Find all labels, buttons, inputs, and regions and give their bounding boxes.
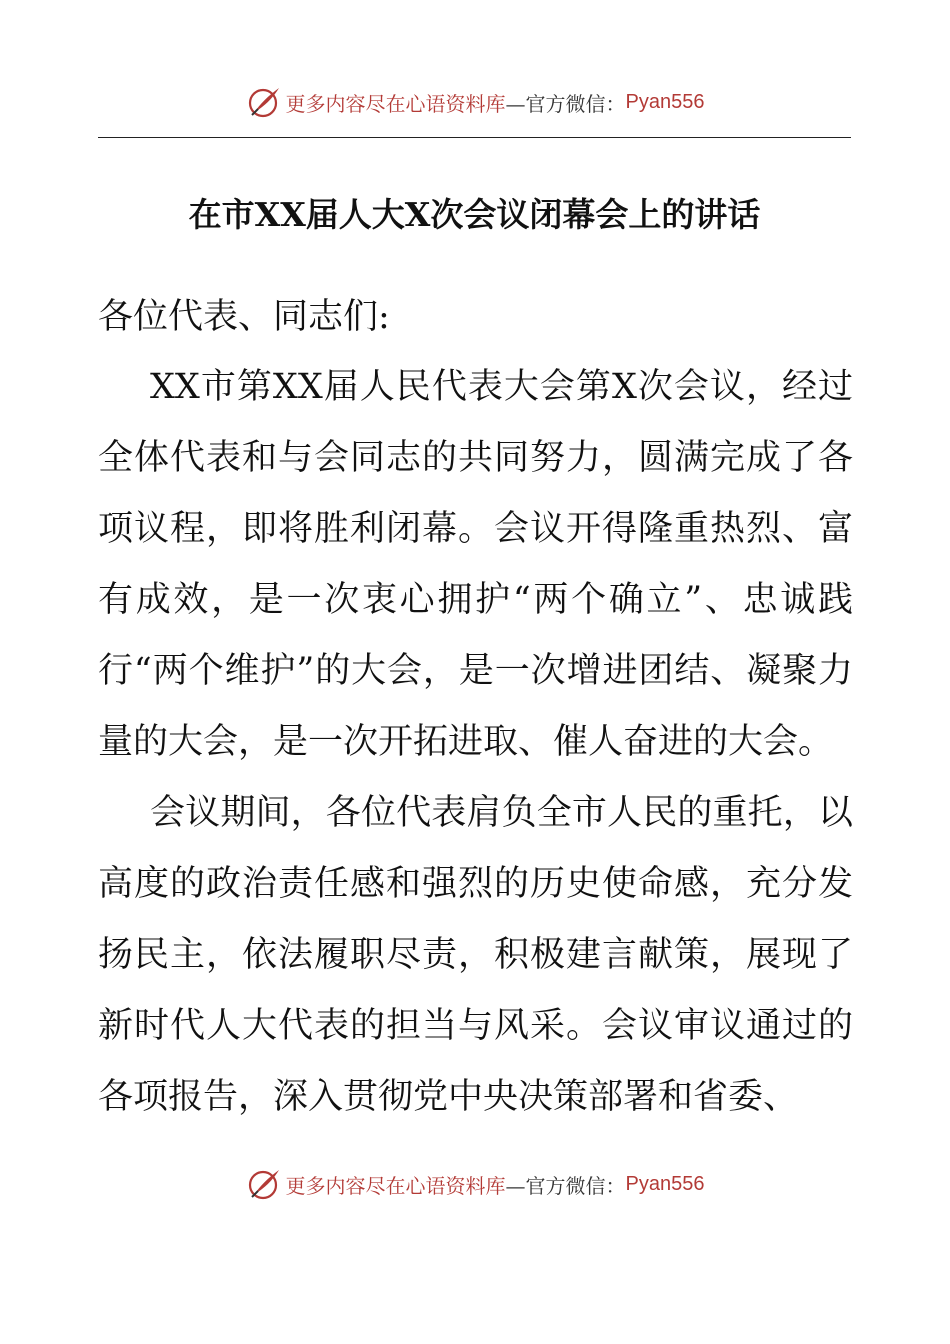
header-divider: [98, 137, 851, 138]
banner-content: [246, 84, 705, 120]
document-body: [98, 283, 853, 1133]
banner-content: [246, 1166, 705, 1202]
body-paragraph-1: XX市第XX届人民代表大会第X次会议，经过全体代表和与会同志的共同努力，圆满完成了各项议程，即将胜利闭幕。会议开得隆重热烈、富有成效，是一次衷心拥护“两个确立”、忠诚践行“两个维护”的大会，是一次增进团结、凝聚力量的大会，是一次开拓进取、催人奋进的大会。: [98, 367, 853, 762]
banner-slogan: 更多内容尽在心语资料库: [285, 91, 506, 116]
banner-wechat-label: —官方微信：: [505, 91, 626, 116]
banner-slogan: 更多内容尽在心语资料库: [285, 1173, 506, 1198]
salutation: 各位代表、同志们:: [98, 297, 390, 337]
document-title: 在市XX届人大X次会议闭幕会上的讲话: [188, 195, 761, 234]
banner-wechat-id: Pyan556: [625, 90, 705, 113]
footer-banner: [0, 1164, 950, 1204]
quill-logo-icon: [246, 1166, 282, 1202]
banner-wechat-label: —官方微信：: [505, 1173, 626, 1198]
quill-logo-icon: [246, 84, 282, 120]
body-paragraph-2: 会议期间，各位代表肩负全市人民的重托，以高度的政治责任感和强烈的历史使命感，充分发扬民主，依法履职尽责，积极建言献策，展现了新时代人大代表的担当与风采。会议审议通过的各项报告，深入贯彻党中央决策部署和省委、: [98, 793, 853, 1117]
header-banner: [0, 82, 950, 122]
banner-wechat-id: Pyan556: [625, 1172, 705, 1195]
